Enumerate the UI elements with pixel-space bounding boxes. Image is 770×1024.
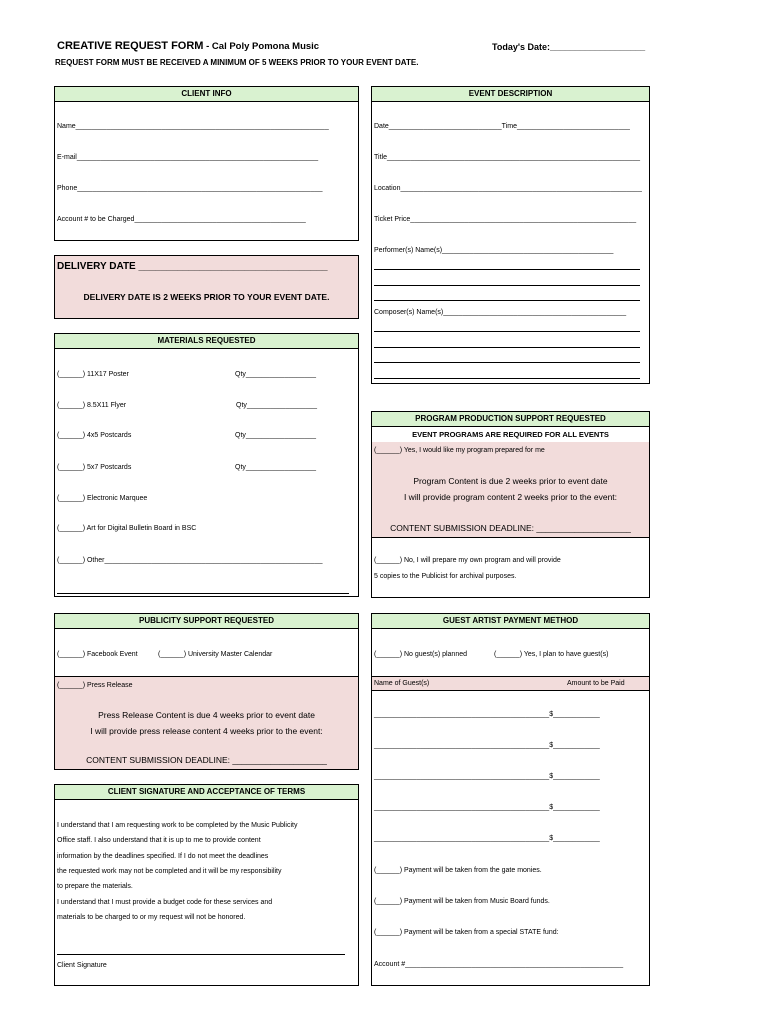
- press-release-option[interactable]: (______) Press Release: [57, 682, 133, 689]
- guest-artist-section: [371, 613, 650, 986]
- composers-field[interactable]: Composer(s) Name(s)_______________________________________________: [374, 309, 627, 316]
- request-notice: REQUEST FORM MUST BE RECEIVED A MINIMUM OF 5 WEEKS PRIOR TO YOUR EVENT DATE.: [55, 58, 419, 67]
- material-option-other[interactable]: (______) Other________________________________________________________: [57, 557, 323, 564]
- material-option[interactable]: (______) 5x7 Postcards: [57, 464, 132, 471]
- terms-line: Office staff. I also understand that it is up to me to provide content: [57, 837, 261, 844]
- program-no-option[interactable]: (______) No, I will prepare my own program and will provide: [374, 557, 561, 564]
- press-due-line: I will provide press release content 4 weeks prior to the event:: [90, 726, 323, 736]
- terms-line: the requested work may not be completed and it will be my responsibility: [57, 868, 282, 875]
- terms-line: to prepare the materials.: [57, 883, 133, 890]
- composers-line[interactable]: [374, 347, 640, 348]
- guest-row[interactable]: _____________________________________________$____________: [374, 711, 600, 718]
- program-no-option-note: 5 copies to the Publicist for archival purposes.: [374, 573, 517, 580]
- publicity-heading: PUBLICITY SUPPORT REQUESTED: [55, 614, 358, 629]
- signature-heading: CLIENT SIGNATURE AND ACCEPTANCE OF TERMS: [55, 785, 358, 800]
- materials-heading: MATERIALS REQUESTED: [55, 334, 358, 349]
- material-option[interactable]: (______) 4x5 Postcards: [57, 432, 132, 439]
- composers-line[interactable]: [374, 331, 640, 332]
- program-required-note: EVENT PROGRAMS ARE REQUIRED FOR ALL EVENTS: [372, 427, 649, 443]
- terms-line: I understand that I am requesting work to be completed by the Music Publicity: [57, 822, 298, 829]
- facebook-event-option[interactable]: (______) Facebook Event: [57, 651, 138, 658]
- delivery-section: [54, 255, 359, 319]
- terms-line: information by the deadlines specified. If I do not meet the deadlines: [57, 853, 269, 860]
- event-description-section: [371, 86, 650, 384]
- performers-line[interactable]: [374, 300, 640, 301]
- program-due-line: I will provide program content 2 weeks prior to the event:: [403, 492, 618, 502]
- material-qty-field[interactable]: Qty__________________: [235, 432, 316, 439]
- publicity-section: [54, 613, 359, 770]
- client-info-section: [54, 86, 359, 241]
- form-title-main: CREATIVE REQUEST FORM: [57, 40, 204, 52]
- program-deadline-field[interactable]: CONTENT SUBMISSION DEADLINE: ____________________: [390, 523, 631, 533]
- event-title-field[interactable]: Title_________________________________________________________________: [374, 154, 641, 161]
- yes-guests-option[interactable]: (______) Yes, I plan to have guest(s): [494, 651, 609, 658]
- account-charged-field[interactable]: Account # to be Charged____________________________________________: [57, 216, 306, 223]
- phone-field[interactable]: Phone_______________________________________________________________: [57, 185, 323, 192]
- email-field[interactable]: E-mail______________________________________________________________: [57, 154, 319, 161]
- guest-row[interactable]: _____________________________________________$____________: [374, 742, 600, 749]
- ticket-price-field[interactable]: Ticket Price__________________________________________________________: [374, 216, 637, 223]
- terms-line: materials to be charged to or my request will not be honored.: [57, 914, 246, 921]
- payment-option-gate[interactable]: (______) Payment will be taken from the gate monies.: [374, 867, 542, 874]
- material-qty-field[interactable]: Qty__________________: [236, 402, 317, 409]
- guest-artist-heading: GUEST ARTIST PAYMENT METHOD: [372, 614, 649, 629]
- delivery-date-field[interactable]: DELIVERY DATE __________________________________: [57, 261, 328, 272]
- payment-option-state-fund[interactable]: (______) Payment will be taken from a special STATE fund:: [374, 929, 559, 936]
- event-description-heading: EVENT DESCRIPTION: [372, 87, 649, 102]
- university-calendar-option[interactable]: (______) University Master Calendar: [158, 651, 273, 658]
- event-location-field[interactable]: Location______________________________________________________________: [374, 185, 642, 192]
- signature-section: [54, 784, 359, 986]
- performers-line[interactable]: [374, 285, 640, 286]
- material-qty-field[interactable]: Qty__________________: [235, 371, 316, 378]
- guest-row[interactable]: _____________________________________________$____________: [374, 773, 600, 780]
- guest-row[interactable]: _____________________________________________$____________: [374, 835, 600, 842]
- guest-name-column: Name of Guest(s): [374, 680, 430, 687]
- no-guests-option[interactable]: (______) No guest(s) planned: [374, 651, 468, 658]
- program-yes-option[interactable]: (______) Yes, I would like my program prepared for me: [374, 447, 545, 454]
- payment-option-music-board[interactable]: (______) Payment will be taken from Music Board funds.: [374, 898, 550, 905]
- signature-line[interactable]: [57, 954, 345, 955]
- delivery-note: DELIVERY DATE IS 2 WEEKS PRIOR TO YOUR EVENT DATE.: [83, 292, 330, 302]
- program-due-line: Program Content is due 2 weeks prior to event date: [413, 476, 608, 486]
- material-option[interactable]: (______) Art for Digital Bulletin Board in BSC: [57, 525, 197, 532]
- guest-row[interactable]: _____________________________________________$____________: [374, 804, 600, 811]
- client-info-heading: CLIENT INFO: [55, 87, 358, 102]
- material-option[interactable]: (______) Electronic Marquee: [57, 495, 148, 502]
- account-number-field[interactable]: Account #________________________________________________________: [374, 961, 624, 968]
- composers-line[interactable]: [374, 362, 640, 363]
- press-deadline-field[interactable]: CONTENT SUBMISSION DEADLINE: ____________________: [86, 755, 327, 765]
- form-title: [57, 40, 319, 52]
- materials-section: [54, 333, 359, 597]
- material-option[interactable]: (______) 8.5X11 Flyer: [57, 402, 127, 409]
- performers-field[interactable]: Performer(s) Name(s)____________________________________________: [374, 247, 614, 254]
- terms-line: I understand that I must provide a budget code for these services and: [57, 899, 273, 906]
- event-date-time-field[interactable]: Date_____________________________Time_____________________________: [374, 123, 630, 130]
- other-line[interactable]: [57, 593, 349, 594]
- guest-amount-column: Amount to be Paid: [567, 680, 625, 687]
- todays-date-field[interactable]: Today's Date:___________________: [492, 42, 646, 52]
- program-support-section: [371, 411, 650, 598]
- performers-line[interactable]: [374, 269, 640, 270]
- press-due-line: Press Release Content is due 4 weeks prior to event date: [98, 710, 315, 720]
- client-signature-label: Client Signature: [57, 962, 107, 969]
- program-support-heading: PROGRAM PRODUCTION SUPPORT REQUESTED: [372, 412, 649, 427]
- name-field[interactable]: Name_________________________________________________________________: [57, 123, 329, 130]
- material-qty-field[interactable]: Qty__________________: [235, 464, 316, 471]
- material-option[interactable]: (______) 11X17 Poster: [57, 371, 129, 378]
- composers-line[interactable]: [374, 378, 640, 379]
- form-title-sub: - Cal Poly Pomona Music: [203, 41, 320, 52]
